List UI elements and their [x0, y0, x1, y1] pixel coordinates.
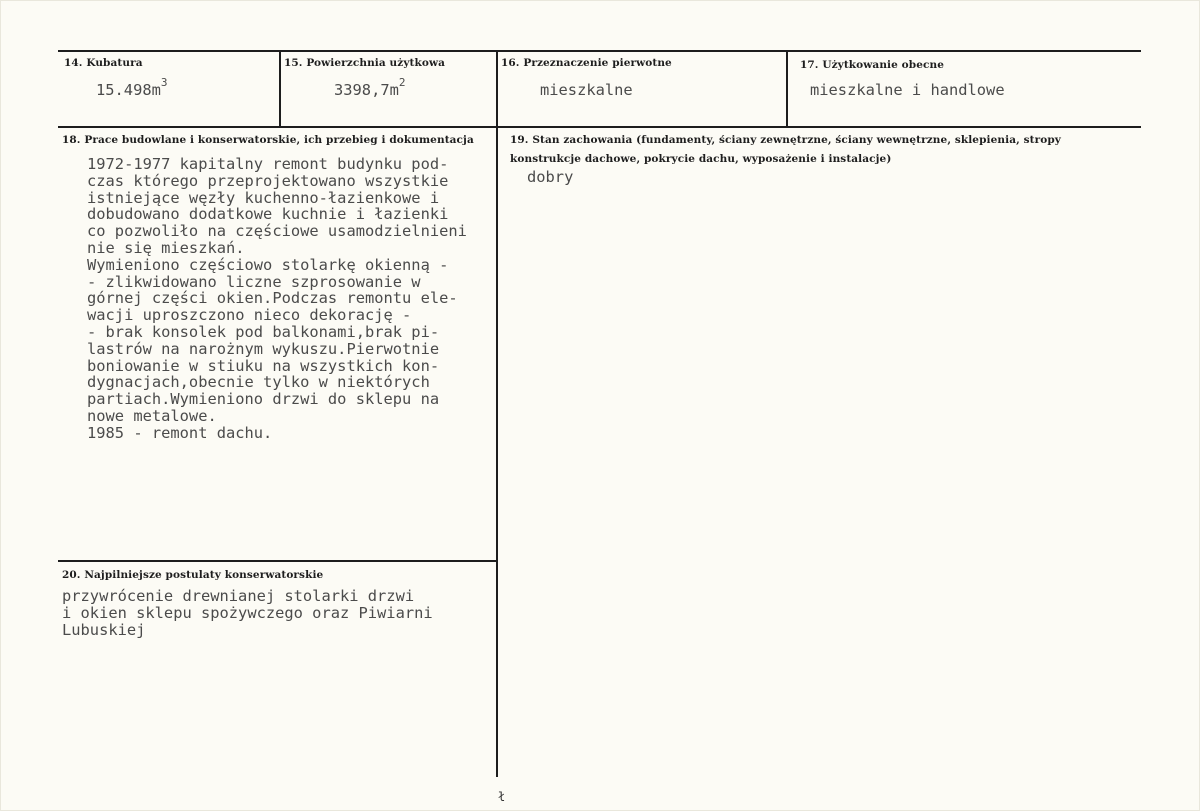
- prace-line: partiach.Wymieniono drzwi do sklepu na: [87, 390, 440, 409]
- section-20-rule: [58, 560, 496, 562]
- col-divider-3: [786, 50, 788, 127]
- stan-label-line-2: konstrukcje dachowe, pokrycie dachu, wyposażenie i instalacje): [510, 153, 892, 165]
- postulaty-line: i okien sklepu spożywczego oraz Piwiarni: [62, 603, 433, 622]
- prace-line: 1972-1977 kapitalny remont budynku pod-: [87, 155, 449, 173]
- top-row-rule: [58, 50, 1141, 52]
- postulaty-line: przywrócenie drewnianej stolarki drzwi: [62, 587, 415, 605]
- stan-label-line-1: 19. Stan zachowania (fundamenty, ściany zewnętrzne, ściany wewnętrzne, sklepienia, stropy: [510, 134, 1061, 146]
- powierzchnia-value: [334, 76, 406, 99]
- prace-line: dygnacjach,obecnie tylko w niektórych: [87, 373, 430, 392]
- kubatura-number: 15.498m: [96, 81, 161, 99]
- stan-value: dobry: [527, 168, 574, 186]
- prace-line: 1985 - remont dachu.: [87, 423, 273, 442]
- col-divider-2: [496, 50, 498, 777]
- col-divider-1: [279, 50, 281, 127]
- prace-line: czas którego przeprojektowano wszystkie: [87, 171, 449, 190]
- przeznaczenie-value: mieszkalne: [540, 81, 633, 99]
- prace-line: - brak konsolek pod balkonami,brak pi-: [87, 322, 440, 341]
- kubatura-value: [96, 76, 168, 99]
- prace-line: - zlikwidowano liczne szprosowanie w: [87, 272, 421, 291]
- powierzchnia-number: 3398,7m: [334, 81, 399, 99]
- bottom-mark: ł: [498, 790, 506, 804]
- uzytkowanie-label: 17. Użytkowanie obecne: [800, 59, 945, 71]
- prace-line: co pozwoliło na częściowe usamodzielnieni: [87, 222, 467, 241]
- prace-text: [87, 156, 467, 442]
- uzytkowanie-value: mieszkalne i handlowe: [810, 81, 1005, 99]
- postulaty-text: [62, 588, 433, 638]
- kubatura-unit-exponent: 3: [160, 76, 168, 89]
- prace-line: nie się mieszkań.: [87, 238, 245, 257]
- postulaty-line: Lubuskiej: [62, 620, 146, 639]
- row-divider: [58, 126, 1141, 128]
- prace-line: istniejące węzły kuchenno-łazienkowe i: [87, 188, 440, 207]
- prace-label: 18. Prace budowlane i konserwatorskie, ich przebieg i dokumentacja: [62, 134, 474, 146]
- powierzchnia-label: 15. Powierzchnia użytkowa: [284, 57, 446, 69]
- prace-line: Wymieniono częściowo stolarkę okienną -: [87, 255, 449, 274]
- prace-line: nowe metalowe.: [87, 406, 217, 425]
- postulaty-label: 20. Najpilniejsze postulaty konserwatorskie: [62, 569, 324, 581]
- przeznaczenie-label: 16. Przeznaczenie pierwotne: [501, 57, 672, 69]
- kubatura-label: 14. Kubatura: [64, 57, 143, 69]
- prace-line: górnej części okien.Podczas remontu ele-: [87, 289, 458, 308]
- prace-line: dobudowano dodatkowe kuchnie i łazienki: [87, 205, 449, 224]
- prace-line: boniowanie w stiuku na wszystkich kon-: [87, 356, 440, 375]
- prace-line: wacji uproszczono nieco dekorację -: [87, 306, 412, 325]
- prace-line: lastrów na narożnym wykuszu.Pierwotnie: [87, 339, 440, 358]
- powierzchnia-unit-exponent: 2: [398, 76, 406, 89]
